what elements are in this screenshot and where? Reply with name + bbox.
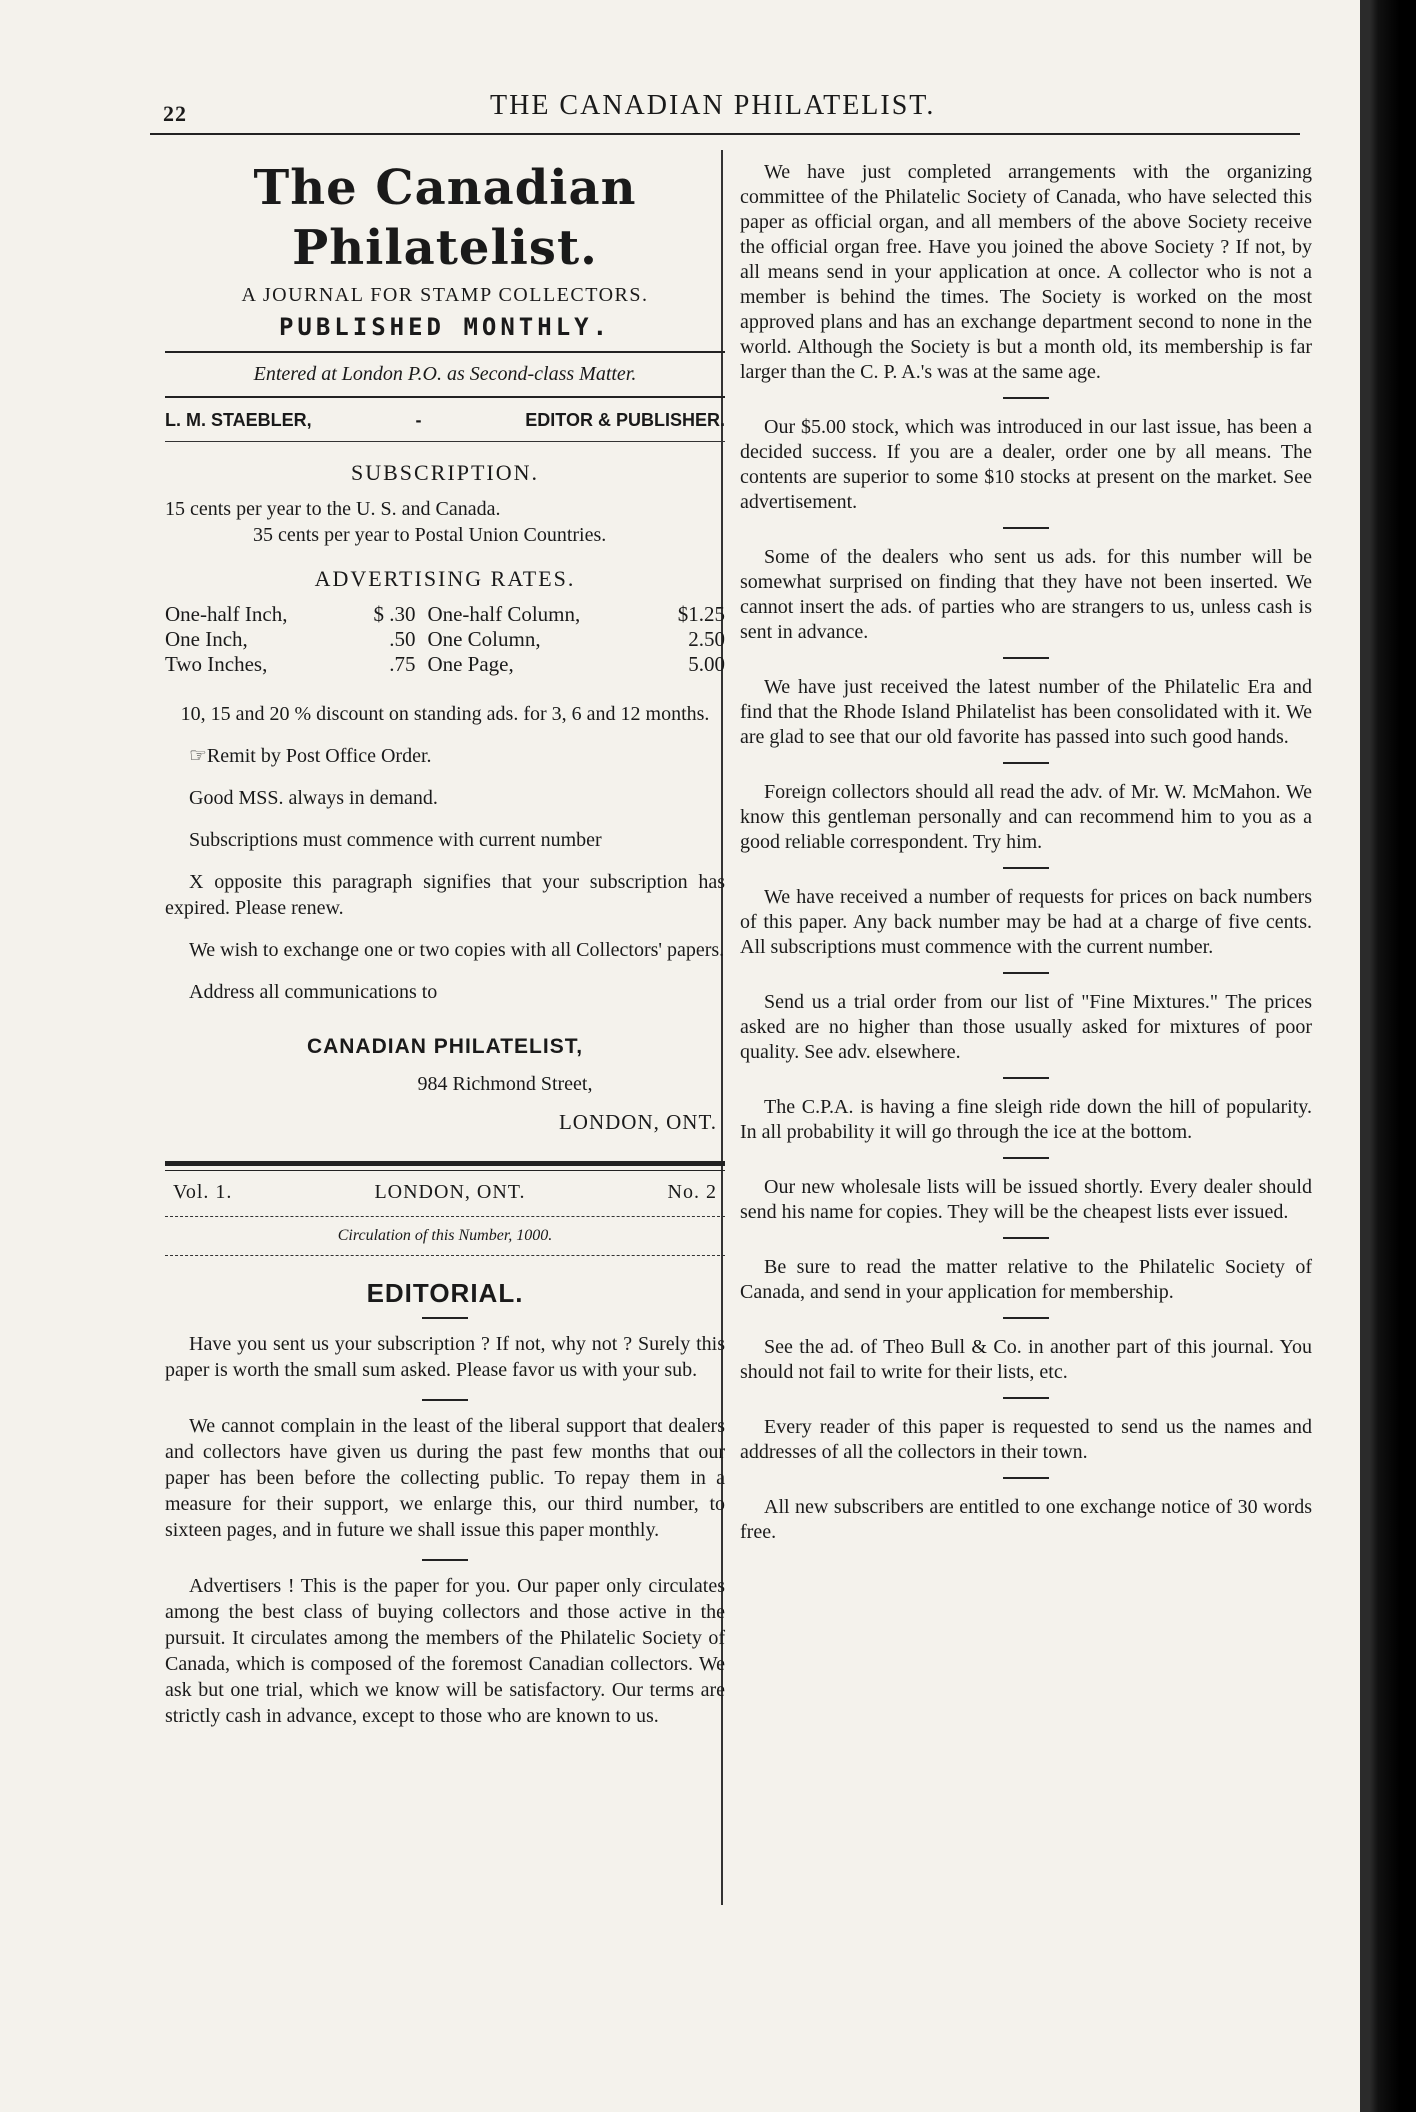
- notice-exchange: We wish to exchange one or two copies with all Collectors' papers.: [189, 939, 725, 961]
- separator: [1003, 657, 1049, 659]
- separator: [422, 1559, 468, 1561]
- rate-item: Two Inches,: [165, 652, 268, 676]
- news-paragraph: Some of the dealers who sent us ads. for this number will be somewhat surprised on finding that they have not been inserted. We cannot insert the ads. of parties who are strangers to us, unless cash is sent in advance.: [740, 546, 1312, 643]
- rate-price: $ .30: [373, 602, 416, 626]
- issue-number: No. 2: [667, 1181, 717, 1203]
- editor-dash: -: [415, 410, 422, 430]
- notice-expired: X opposite this paragraph signifies that your subscription has expired. Please renew.: [165, 871, 725, 919]
- news-paragraph: We have just completed arrangements with the organizing committee of the Philatelic Society of Canada, who have selected this paper as official organ, and all members of the above Society receive the official organ free. Have you joined the above Society ? If not, by all means send in your application at once. A collector who is not a member is behind the times. The Society is worked on the most approved plans and has an exchange department second to none in the world. Although the Society is but a month old, its membership is far larger than the C. P. A.'s was at the same age.: [740, 161, 1312, 383]
- separator: [1003, 1477, 1049, 1479]
- masthead-title: The Canadian Philatelist.: [253, 160, 637, 276]
- entered-rule: [165, 396, 725, 398]
- subscription-heading: SUBSCRIPTION.: [351, 460, 539, 485]
- news-paragraph: We have just received the latest number of the Philatelic Era and find that the Rhode Island Philatelist has been consolidated with it. We are glad to see that our old favorite has passed into such good hands.: [740, 676, 1312, 748]
- editorial-heading: EDITORIAL.: [366, 1278, 524, 1308]
- issue-rule: [165, 1216, 725, 1217]
- advertising-rates-table: [165, 602, 725, 677]
- news-paragraph: See the ad. of Theo Bull & Co. in another part of this journal. You should not fail to write for their lists, etc.: [740, 1336, 1312, 1383]
- separator: [1003, 1157, 1049, 1159]
- issue-place: LONDON, ONT.: [374, 1181, 526, 1203]
- notice-mss: Good MSS. always in demand.: [189, 787, 438, 809]
- rate-price: 2.50: [688, 627, 725, 651]
- news-paragraph: Every reader of this paper is requested to send us the names and addresses of all the collectors in their town.: [740, 1416, 1312, 1463]
- page-edge: [1360, 0, 1416, 2112]
- separator: [1003, 1077, 1049, 1079]
- entered-notice: Entered at London P.O. as Second-class Matter.: [253, 363, 637, 385]
- rate-row: [165, 627, 725, 652]
- page-number: 22: [163, 101, 187, 126]
- rate-item: One Page,: [427, 652, 514, 676]
- circulation-rule: [165, 1255, 725, 1256]
- circulation-notice: Circulation of this Number, 1000.: [337, 1227, 553, 1244]
- separator: [422, 1399, 468, 1401]
- editor-name: L. M. STAEBLER,: [165, 410, 312, 430]
- editorial-paragraph: Have you sent us your subscription ? If not, why not ? Surely this paper is worth the small sum asked. Please favor us with your sub.: [165, 1333, 725, 1381]
- notice-subscriptions: Subscriptions must commence with current number: [189, 829, 602, 851]
- editorial-paragraph: We cannot complain in the least of the liberal support that dealers and collectors have given us during the past few months that our paper has been before the collecting public. To repay them in a measure for their support, we enlarge this, our third number, to sixteen pages, and in future we shall issue this paper monthly.: [165, 1415, 725, 1541]
- left-column: [165, 150, 725, 1745]
- notice-remit: ☞Remit by Post Office Order.: [189, 745, 432, 767]
- masthead-published: PUBLISHED MONTHLY.: [278, 313, 612, 341]
- news-paragraph: Be sure to read the matter relative to the Philatelic Society of Canada, and send in your application for membership.: [740, 1256, 1312, 1303]
- separator: [1003, 1397, 1049, 1399]
- right-column: [740, 160, 1312, 1545]
- editor-role: EDITOR & PUBLISHER.: [525, 410, 725, 430]
- separator: [1003, 397, 1049, 399]
- editorial-paragraph: Advertisers ! This is the paper for you. Our paper only circulates among the best class of buying collectors and those active in the pursuit. It circulates among the members of the Philatelic Society of Canada, which is composed of the foremost Canadian collectors. We ask but one trial, which we know will be satisfactory. Our terms are strictly cash in advance, except to those who are known to us.: [165, 1575, 725, 1727]
- rate-row: [165, 652, 725, 677]
- running-title: THE CANADIAN PHILATELIST.: [490, 90, 936, 121]
- rate-item: One Column,: [427, 627, 541, 651]
- discount-text: 10, 15 and 20 % discount on standing ads. for 3, 6 and 12 months.: [180, 703, 710, 725]
- editor-line: [165, 408, 725, 433]
- news-paragraph: We have received a number of requests for prices on back numbers of this paper. Any back number may be had at a charge of five cents. All subscriptions must commence with the current number.: [740, 886, 1312, 958]
- masthead-subtitle: A JOURNAL FOR STAMP COLLECTORS.: [241, 284, 649, 306]
- news-paragraph: All new subscribers are entitled to one exchange notice of 30 words free.: [740, 1496, 1312, 1543]
- news-paragraph: Foreign collectors should all read the adv. of Mr. W. McMahon. We know this gentleman personally and can recommend him to you as a good reliable correspondent. Try him.: [740, 781, 1312, 853]
- rate-item: One-half Inch,: [165, 602, 288, 626]
- news-paragraph: Our new wholesale lists will be issued shortly. Every dealer should send his name for copies. They will be the cheapest lists ever issued.: [740, 1176, 1312, 1223]
- double-rule: [165, 1161, 725, 1171]
- masthead-rule: [165, 351, 725, 353]
- subscription-line-2: 35 cents per year to Postal Union Countries.: [253, 524, 607, 546]
- issue-line: [165, 1171, 725, 1212]
- separator: [1003, 762, 1049, 764]
- header-rule: [150, 133, 1300, 135]
- news-paragraph: Our $5.00 stock, which was introduced in our last issue, has been a decided success. If you are a dealer, order one by all means. The contents are superior to some $10 stocks at present on the market. See advertisement.: [740, 416, 1312, 513]
- address-street: 984 Richmond Street,: [417, 1073, 593, 1095]
- address-name: CANADIAN PHILATELIST,: [306, 1035, 584, 1058]
- separator: [1003, 972, 1049, 974]
- volume-label: Vol. 1.: [173, 1181, 233, 1203]
- rate-price: .75: [389, 652, 416, 676]
- rate-price: .50: [389, 627, 416, 651]
- editor-rule: [165, 441, 725, 442]
- separator: [1003, 1237, 1049, 1239]
- separator: [1003, 1317, 1049, 1319]
- separator: [1003, 527, 1049, 529]
- news-paragraph: Send us a trial order from our list of "Fine Mixtures." The prices asked are no higher than those usually asked for mixtures of poor quality. See adv. elsewhere.: [740, 991, 1312, 1063]
- separator: [1003, 867, 1049, 869]
- rate-row: [165, 602, 725, 627]
- rate-item: One Inch,: [165, 627, 248, 651]
- rate-item: One-half Column,: [427, 602, 581, 626]
- address-city: LONDON, ONT.: [558, 1110, 717, 1134]
- separator: [422, 1317, 468, 1319]
- notice-address: Address all communications to: [189, 981, 438, 1003]
- advertising-heading: ADVERTISING RATES.: [314, 566, 576, 591]
- news-paragraph: The C.P.A. is having a fine sleigh ride down the hill of popularity. In all probability it will go through the ice at the bottom.: [740, 1096, 1312, 1143]
- subscription-line-1: 15 cents per year to the U. S. and Canada.: [165, 498, 501, 520]
- rate-price: 5.00: [688, 652, 725, 676]
- rate-price: $1.25: [677, 602, 725, 626]
